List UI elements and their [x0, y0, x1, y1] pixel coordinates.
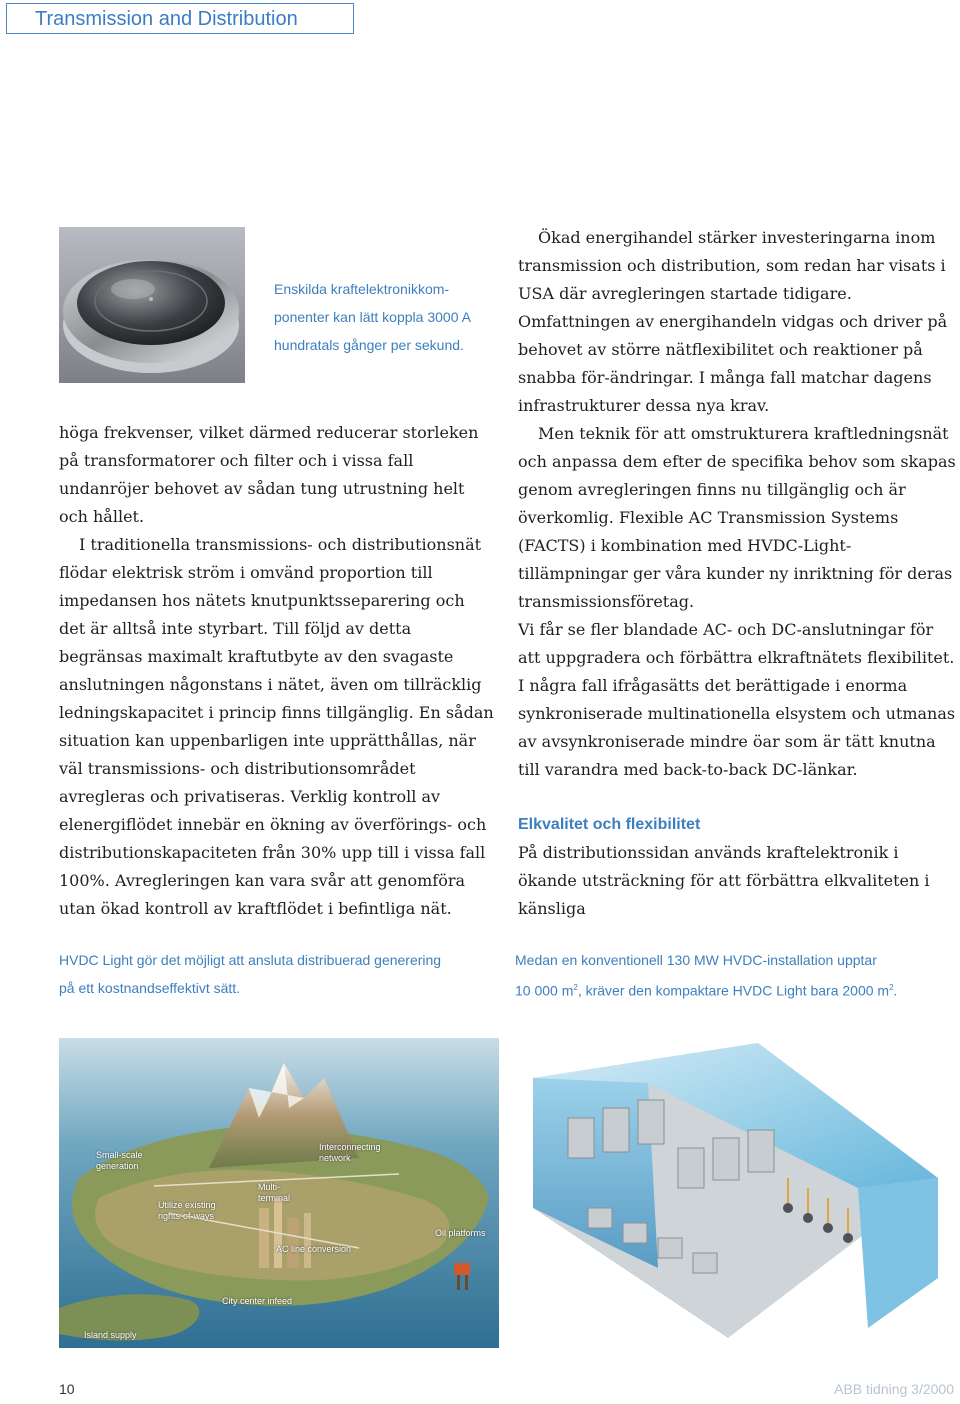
photo-caption	[274, 275, 471, 359]
section-header-title: Transmission and Distribution	[35, 8, 298, 30]
hvdc-building-illustration	[528, 1038, 948, 1350]
publication-name: ABB tidning 3/2000	[834, 1381, 954, 1397]
map-label-interconnecting	[319, 1142, 381, 1164]
photo-caption-line: ponenter kan lätt koppla 3000 A	[274, 309, 471, 325]
map-label-oil-platforms: Oil platforms	[435, 1228, 486, 1238]
map-label-city-center: City center infeed	[222, 1296, 293, 1306]
right-paragraph: I några fall ifrågasätts det berättigade i enorma synkroniserade multinationella elsystem och utmanas av avsynkroniserade mindre öar som är tätt knutna till varandra med back-to-back DC-länkar.	[518, 676, 956, 779]
map-label-line: rights-of-ways	[158, 1211, 215, 1221]
section-header	[6, 3, 354, 34]
thyristor-photo	[59, 227, 245, 383]
figure-caption-left	[59, 946, 441, 1002]
superscript: 2	[889, 983, 894, 992]
caption-text: , kräver den kompaktare HVDC Light bara 2000 m	[577, 982, 890, 999]
map-label-line: network	[319, 1153, 351, 1163]
figure-caption-right	[515, 946, 897, 1005]
thyristor-illustration	[59, 227, 245, 383]
map-label-line: Utilize existing	[158, 1200, 216, 1210]
right-paragraph: Men teknik för att omstrukturera kraftledningsnät och anpassa dem efter de specifika behov som skapas genom avregleringen finns nu tillgänglig och är överkomlig. Flexible AC Transmission Systems (FACTS) i kombination med HVDC-Light-tillämpningar ger våra kunder ny inriktning för deras transmissionsföretag.	[518, 424, 956, 611]
superscript: 2	[573, 983, 578, 992]
map-label-line: terminal	[258, 1193, 291, 1203]
map-label-ac-line: AC line conversion	[276, 1244, 352, 1254]
caption-line: på ett kostnandseffektivt sätt.	[59, 980, 241, 996]
map-label-line: generation	[96, 1161, 139, 1171]
right-body-continued	[518, 839, 958, 923]
map-label-small-scale	[96, 1150, 143, 1172]
island-map-illustration	[59, 1038, 499, 1348]
photo-caption-line: hundratals gånger per sekund.	[274, 337, 464, 353]
left-paragraph: I traditionella transmissions- och distributionsnät flödar elektrisk ström i omvänd proportion till impedansen hos nätets knutpunktsseparering och det är alltså inte styrbart. Till följd av detta begränsas maximalt kraftutbyte av den svagaste anslutningen någonstans i nätet, även om tillräcklig ledningskapacitet i princip finns tillgänglig. En sådan situation kan uppenbarligen inte upprätthållas, när väl transmissions- och distributionsområdet avregleras och privatiseras. Verklig kontroll av elenergiflödet innebär en ökning av överförings- och distributionskapaciteten från 30% upp till i vissa fall 100%. Avregleringen kan vara svår att genomföra utan ökad kontroll av kraftflödet i befintliga nät.	[59, 535, 494, 918]
right-paragraph: Vi får se fler blandade AC- och DC-anslutningar för att uppgradera och förbättra elkraftnätets flexibilitet.	[518, 620, 955, 667]
caption-line: Medan en konventionell 130 MW HVDC-installation upptar	[515, 952, 877, 968]
page-number: 10	[59, 1381, 75, 1397]
map-label-line: Interconnecting	[319, 1142, 381, 1152]
map-label-line: Multi-	[258, 1182, 280, 1192]
right-paragraph: Ökad energihandel stärker investeringarna inom transmission och distribution, som redan har visats i USA där avregleringen startade tidigare. Omfattningen av energihandeln vidgas och driver på behovet av större nätflexibilitet och reaktioner på snabba för-ändringar. I många fall matchar dagens infrastrukturer dessa nya krav.	[518, 228, 948, 415]
right-body-column	[518, 224, 958, 784]
map-label-island-supply: Island supply	[84, 1330, 137, 1340]
map-label-line: Small-scale	[96, 1150, 143, 1160]
right-paragraph: På distributionssidan används kraftelektronik i ökande utsträckning för att förbättra elkvaliteten i känsliga	[518, 843, 930, 918]
left-paragraph: höga frekvenser, vilket därmed reducerar storleken på transformatorer och filter och i vissa fall undanröjer behovet av sådan tung utrustning helt och hållet.	[59, 423, 479, 526]
caption-line: HVDC Light gör det möjligt att ansluta distribuerad generering	[59, 952, 442, 968]
caption-text: .	[893, 982, 898, 999]
building-graphic	[528, 1038, 948, 1350]
caption-text: 10 000 m	[515, 982, 574, 999]
map-label-multi-terminal	[258, 1182, 290, 1204]
left-body-column	[59, 419, 495, 923]
section-heading: Elkvalitet och flexibilitet	[518, 816, 701, 833]
map-label-utilize	[158, 1200, 216, 1222]
caption-line	[515, 974, 897, 1005]
photo-caption-line: Enskilda kraftelektronikkom-	[274, 281, 450, 297]
